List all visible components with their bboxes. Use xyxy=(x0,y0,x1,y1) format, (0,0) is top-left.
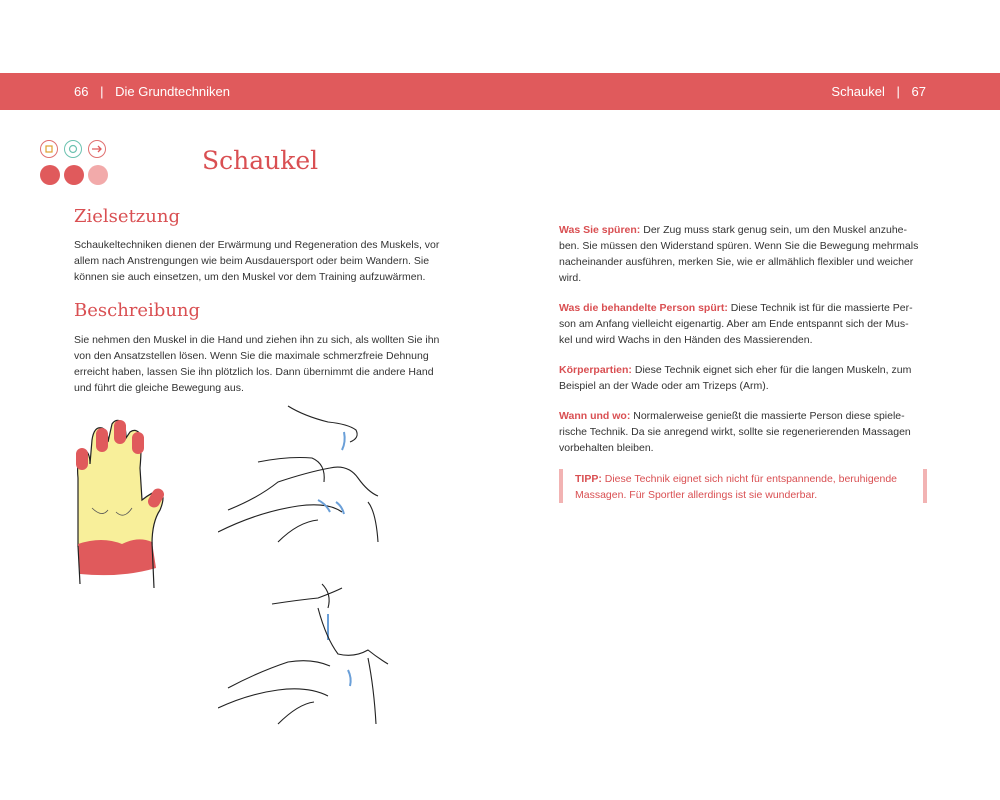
hand-illustration xyxy=(62,418,182,590)
paragraph-wann-und-wo xyxy=(559,408,927,456)
chapter-title: Die Grundtechniken xyxy=(115,84,231,99)
tip-text xyxy=(563,469,923,503)
text-line: Schaukeltechniken dienen der Erwärmung und Regeneration des Muskels, vor xyxy=(74,239,440,251)
left-page-number: 66 xyxy=(74,84,89,99)
fingertip xyxy=(132,432,144,454)
text-line: kel und wird Wachs in den Händen des Massierenden. xyxy=(559,334,813,346)
spiral-icon xyxy=(64,140,82,158)
text-line: Normalerweise genießt die massierte Person diese spiele- xyxy=(630,410,905,422)
text-line: son am Anfang vielleicht eigenartig. Aber am Ende entspannt sich der Mus- xyxy=(559,318,909,330)
tip-box xyxy=(559,469,927,503)
paragraph-koerperpartien xyxy=(559,362,927,394)
target-icon xyxy=(40,140,58,158)
massage-illustration-lower xyxy=(218,578,398,728)
text-line: Massagen. Für Sportler allerdings ist sie wunderbar. xyxy=(575,489,818,501)
rating-dot-filled xyxy=(64,165,84,185)
page-title: Schaukel xyxy=(202,146,319,175)
heading-beschreibung: Beschreibung xyxy=(74,300,201,321)
section-title: Schaukel xyxy=(831,84,885,99)
text-line: und führt die gleiche Bewegung aus. xyxy=(74,382,244,394)
paragraph-was-sie-spueren xyxy=(559,222,927,286)
fingertip xyxy=(114,420,126,444)
right-running-head xyxy=(831,84,926,99)
arrow-icon xyxy=(88,140,106,158)
text-line: wird. xyxy=(559,272,582,284)
label: Was Sie spüren: xyxy=(559,224,641,236)
text-line: von den Ansatzstellen lösen. Wenn Sie die maximale schmerzfreie Dehnung xyxy=(74,350,429,362)
heading-zielsetzung: Zielsetzung xyxy=(74,206,180,227)
text-line: Diese Technik eignet sich nicht für entspannende, beruhigende xyxy=(601,473,898,485)
paragraph-beschreibung xyxy=(74,332,474,396)
left-running-head xyxy=(74,84,230,99)
massage-illustration-upper xyxy=(218,402,398,552)
rating-icons xyxy=(40,140,110,186)
text-line: vorbehalten bleiben. xyxy=(559,442,654,454)
header-band xyxy=(0,73,1000,110)
separator: | xyxy=(100,84,104,99)
text-line: Beispiel an der Wade oder am Trizeps (Arm). xyxy=(559,380,769,392)
separator: | xyxy=(896,84,900,99)
label: Wann und wo: xyxy=(559,410,631,422)
tip-label: TIPP: xyxy=(575,473,602,485)
text-line: ben. Sie müssen den Widerstand spüren. Wenn Sie die Bewegung mehrmals xyxy=(559,240,919,252)
text-line: können sie auch einsetzen, um den Muskel vor dem Training aufzuwärmen. xyxy=(74,271,426,283)
text-line: erreicht haben, lassen Sie ihn plötzlich los. Dann übernimmt die andere Hand xyxy=(74,366,434,378)
right-page-number: 67 xyxy=(911,84,926,99)
text-line: Sie nehmen den Muskel in die Hand und ziehen ihn zu sich, als wollten Sie ihn xyxy=(74,334,440,346)
text-line: allem nach Anstrengungen wie beim Ausdauersport oder beim Wandern. Sie xyxy=(74,255,430,267)
paragraph-behandelte-person xyxy=(559,300,927,348)
text-line: Diese Technik ist für die massierte Per- xyxy=(727,302,913,314)
label: Was die behandelte Person spürt: xyxy=(559,302,728,314)
text-line: Diese Technik eignet sich eher für die langen Muskeln, zum xyxy=(631,364,912,376)
label: Körperpartien: xyxy=(559,364,632,376)
rating-dot-filled xyxy=(40,165,60,185)
text-line: nacheinander ausführen, merken Sie, wie er allmählich flexibler und weicher xyxy=(559,256,914,268)
text-line: Der Zug muss stark genug sein, um den Muskel anzuhe- xyxy=(640,224,908,236)
hand-wrist-red xyxy=(78,539,156,575)
paragraph-zielsetzung xyxy=(74,237,474,285)
fingertip xyxy=(76,448,88,470)
rating-dot-light xyxy=(88,165,108,185)
fingertip xyxy=(96,428,108,452)
text-line: rische Technik. Da sie anregend wirkt, sollte sie regenerierenden Massagen xyxy=(559,426,911,438)
